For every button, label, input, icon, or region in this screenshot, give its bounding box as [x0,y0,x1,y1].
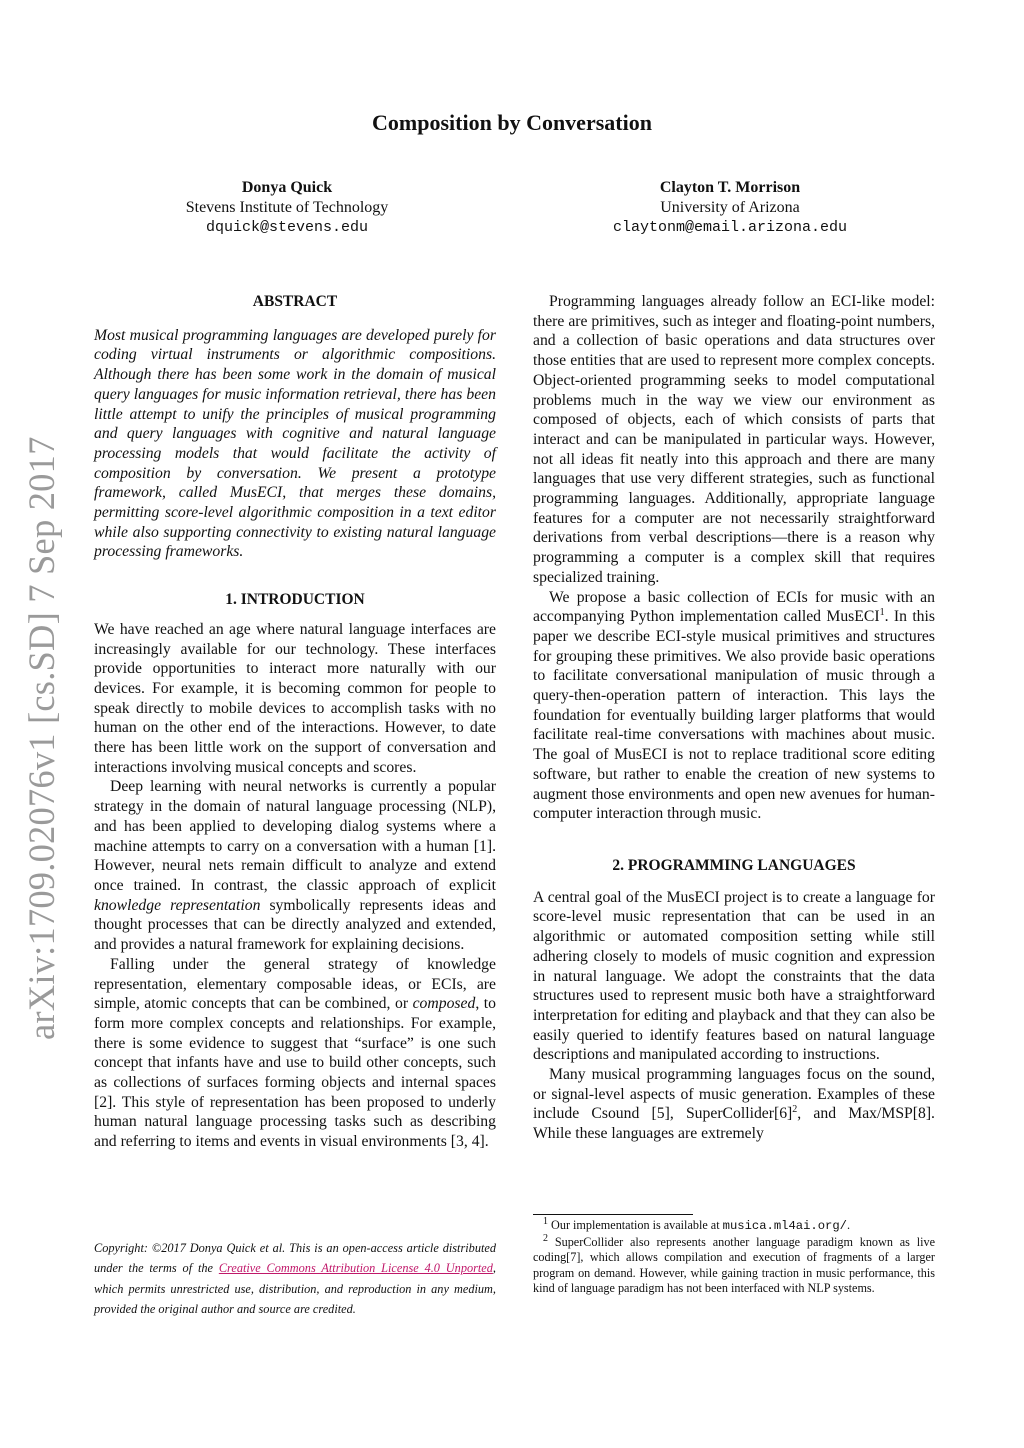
author-block-1 [137,178,437,238]
author-block-2 [565,178,895,238]
author-affiliation: Stevens Institute of Technology [185,199,389,216]
text-run: SuperCollider also represents another language paradigm known as live coding[7], which allows compilation and execution of fragments of a larger program on demand. However, while gaining traction in music performance, this kind of language paradigm has not been interfaced with NLP systems. [533,1234,935,1296]
copyright-notice [94,1238,496,1319]
paragraph [94,777,496,954]
footnote-mark[interactable]: 1 [879,607,885,619]
arxiv-sidebar-stamp: arXiv:1709.02076v1 [cs.SD] 7 Sep 2017 [21,436,62,1040]
footnote-1 [533,1215,935,1235]
left-column [94,292,496,1152]
text-run: , to form more complex concepts and relationships. For example, there is some evidence to suggest that “surface” is one such concept that infants have and use to build other concepts, such as collections of surfaces forming objects and internal spaces [2]. This style of representation has been proposed to underly human natural language processing tasks such as describing and referring to items and events in visual environments [3, 4]. [94,995,497,1151]
text-run: . In this paper we describe ECI-style musical primitives and structures for grouping these primitives. We also provide basic operations to facilitate conversational manipulation of music through a query-then-operation pattern of interaction. This lays the foundation for eventually building larger platforms that would facilitate real-time conversations with machines about music. The goal of MusECI is not to replace traditional score editing software, but rather to enable the creation of new systems to augment those environments and open new avenues for human-computer interaction through music. [533,608,935,823]
paragraph: Programming languages already follow an ECI-like model: there are primitives, such as integer and floating-point numbers, and a collection of basic operations and data structures over those entities that are used to represent more complex concepts. Object-oriented programming seeks to model computational problems much in the way we view our environment as composed of objects, each of which consists of parts that interact and can be manipulated in particular ways. However, not all ideas fit neatly into this approach and there are many languages that use very different strategies, such as functional programming languages. Additionally, appropriate language features for a computer are not necessarily straightforward derivations from verbal descriptions—there is a reason why programming a computer is a complex skill that requires specialized training. [533,293,935,586]
text-run: Many musical programming languages focus on the sound, or signal-level aspects of music generation. Examples of these include Csound [5], SuperCollider[6] [533,1066,935,1123]
text-run: Our implementation is available at [548,1218,723,1232]
text-run: symbolically represents ideas and thought processes that can be directly analyzed and extended, and provides a natural framework for explaining decisions. [94,896,496,954]
section-heading-introduction: 1. INTRODUCTION [225,591,365,609]
text-run: Falling under the general strategy of knowledge representation, elementary composable ideas, or ECIs, are simple, atomic concepts that can be combined, or [94,955,496,1013]
paragraph [533,1065,935,1144]
paragraph: We have reached an age where natural language interfaces are increasingly available for our technology. These interfaces provide opportunities to interact more naturally with our devices. For example, it is becoming common for people to speak directly to mobile devices to accomplish tasks with no human on the other end of the interactions. However, to date there has been little work on the support of conversation and interactions involving musical concepts and scores. [94,620,496,776]
abstract-text: Most musical programming languages are developed purely for coding virtual instruments or algorithmic compositions. Although there has been some work in the domain of musical query languages for music information retrieval, there has been little attempt to unify the principles of musical programming and query languages with cognitive and natural language processing models that would facilitate the activity of composition by conversation. We present a prototype framework, called MusECI, that merges these domains, permitting score-level algorithmic composition in a text editor while also supporting connectivity to existing natural language processing frameworks. [94,326,496,561]
emphasis: knowledge representation [94,896,261,914]
footnote-2 [533,1232,935,1297]
footnote-rule [533,1214,693,1215]
paper-title: Composition by Conversation [372,110,652,135]
text-run: , which permits unrestricted use, distribution, and reproduction in any medium, provided the original author and source are credited. [94,1261,496,1316]
paragraph [94,955,496,1152]
paragraph: A central goal of the MusECI project is to create a language for score-level music representation that can be used in an algorithmic or automated composition setting while still adhering closely to models of music cognition and expression in natural language. We adopt the constraints that the data structures used to represent music both have a straightforward interpretation for editing and playback and that they can also be easily queried to identify features based on natural language descriptions and manipulated according to instructions. [533,888,935,1064]
right-column [533,292,935,1144]
footnote-number: 1 [543,1215,548,1227]
section-heading-programming-languages: 2. PROGRAMMING LANGUAGES [612,856,856,874]
footnote-mark[interactable]: 2 [792,1104,798,1116]
author-email: claytonm@email.arizona.edu [612,219,848,236]
license-link[interactable]: Creative Commons Attribution License 4.0 Unported [218,1261,493,1276]
author-email: dquick@stevens.edu [205,219,369,236]
text-run: . [846,1218,851,1232]
text-run: We propose a basic collection of ECIs for music with an accompanying Python implementation called MusECI [533,588,935,626]
text-run: Copyright: ©2017 Donya Quick et al. This is an open-access article distributed under the terms of the [94,1241,496,1276]
text-run: , and Max/MSP[8]. While these languages are extremely [533,1105,935,1143]
footnote-url[interactable]: musica.ml4ai.org/ [722,1219,847,1233]
paragraph [533,588,935,824]
author-name: Donya Quick [241,179,333,196]
footnotes [533,1215,935,1297]
emphasis: composed [412,995,476,1013]
author-name: Clayton T. Morrison [659,179,801,196]
abstract-heading: ABSTRACT [252,293,338,310]
footnote-number: 2 [543,1232,548,1244]
text-run: Deep learning with neural networks is currently a popular strategy in the domain of natural language processing (NLP), and has been applied to developing dialog systems where a machine attempts to carry on a conversation with a human [1]. However, neural nets remain difficult to analyze and extend once trained. In contrast, the classic approach of explicit [94,778,496,894]
author-affiliation: University of Arizona [660,199,800,216]
